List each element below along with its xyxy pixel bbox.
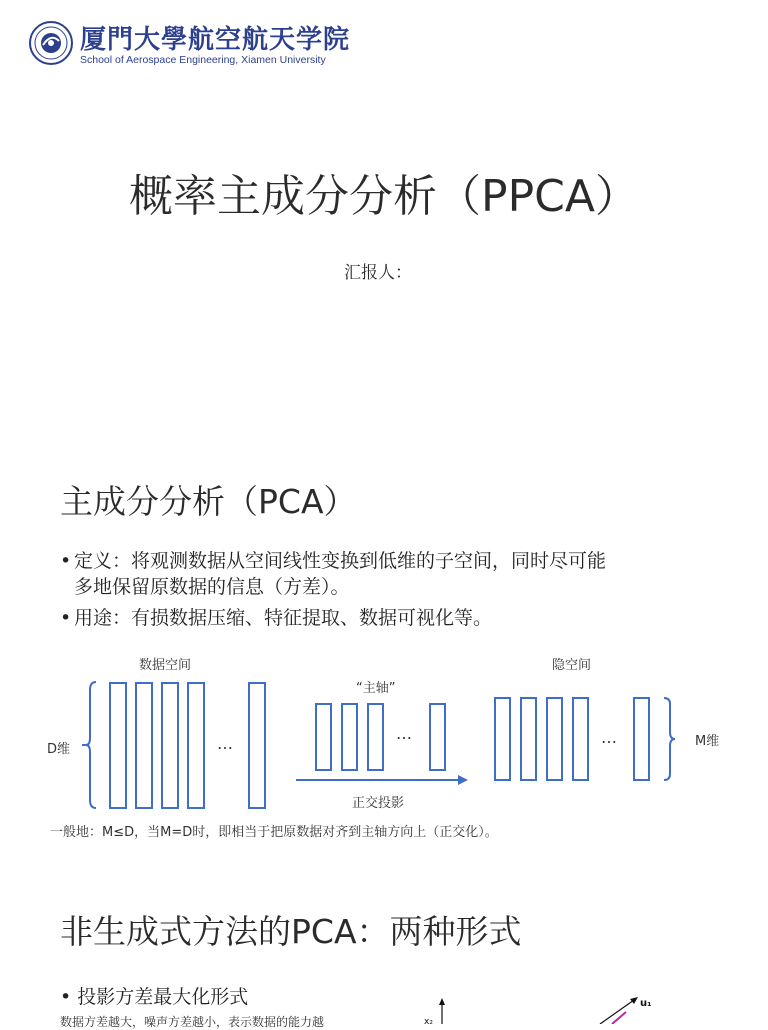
latent-bar bbox=[634, 698, 649, 780]
m-dim-brace bbox=[664, 698, 675, 780]
dimension-note: 一般地：M≤D，当M=D时，即相当于把原数据对齐到主轴方向上（正交化）。 bbox=[50, 825, 498, 840]
school-emblem-icon bbox=[29, 21, 73, 65]
d-dim-brace bbox=[86, 682, 96, 808]
data-vector-bar bbox=[249, 683, 265, 808]
d-dim-label: D维 bbox=[47, 742, 71, 757]
axis-label-x2: x₂ bbox=[424, 1017, 433, 1024]
arrow-head bbox=[458, 775, 468, 785]
latent-bar bbox=[573, 698, 588, 780]
ellipsis-axis: … bbox=[396, 724, 412, 743]
bullet-dot: • bbox=[60, 986, 78, 1008]
definition-line1: 定义：将观测数据从空间线性变换到低维的子空间，同时尽可能 bbox=[74, 550, 607, 572]
usage-line: 用途：有损数据压缩、特征提取、数据可视化等。 bbox=[74, 607, 493, 629]
definition-line2: 多地保留原数据的信息（方差）。 bbox=[74, 576, 350, 598]
presenter-label: 汇报人： bbox=[344, 263, 412, 283]
axis-bar bbox=[316, 704, 331, 770]
m-dim-label: M维 bbox=[695, 734, 720, 749]
nonprobabilistic-pca-title: 非生成式方法的PCA：两种形式 bbox=[60, 912, 522, 951]
data-space-label: 数据空间 bbox=[139, 658, 192, 673]
variance-max-label: 投影方差最大化形式 bbox=[77, 986, 249, 1008]
axis-bar bbox=[368, 704, 383, 770]
data-vector-bar bbox=[136, 683, 152, 808]
latent-bar bbox=[521, 698, 536, 780]
data-vector-bar bbox=[110, 683, 126, 808]
axis-bar bbox=[430, 704, 445, 770]
y-axis-arrow-icon bbox=[439, 998, 445, 1005]
main-title: 概率主成分分析（PPCA） bbox=[129, 171, 639, 222]
variance-max-bullet bbox=[60, 982, 248, 1009]
ellipsis-latent: … bbox=[601, 728, 617, 747]
u1-arrow-icon bbox=[630, 997, 638, 1004]
bullet-dot: • bbox=[60, 607, 72, 629]
bullet-dot: • bbox=[60, 550, 72, 572]
latent-space-label: 隐空间 bbox=[552, 658, 592, 673]
variance-note: 数据方差越大，噪声方差越小，表示数据的能力越 bbox=[60, 1015, 325, 1029]
ellipsis-data: … bbox=[217, 734, 233, 753]
data-vector-bar bbox=[162, 683, 178, 808]
variance-plot-fragment bbox=[420, 990, 680, 1024]
principal-axis-label: “主轴” bbox=[356, 681, 396, 696]
vector-label-u1: u₁ bbox=[640, 998, 652, 1009]
definition-bullet bbox=[60, 548, 606, 574]
usage-bullet bbox=[60, 605, 492, 631]
latent-bar bbox=[495, 698, 510, 780]
latent-bar bbox=[547, 698, 562, 780]
school-name-en: School of Aerospace Engineering, Xiamen University bbox=[80, 54, 326, 66]
axis-bar bbox=[342, 704, 357, 770]
projection-label: 正交投影 bbox=[352, 796, 405, 811]
pca-section-title: 主成分分析（PCA） bbox=[60, 482, 357, 521]
school-name-cn: 厦門大學航空航天学院 bbox=[80, 25, 351, 55]
data-vector-bar bbox=[188, 683, 204, 808]
